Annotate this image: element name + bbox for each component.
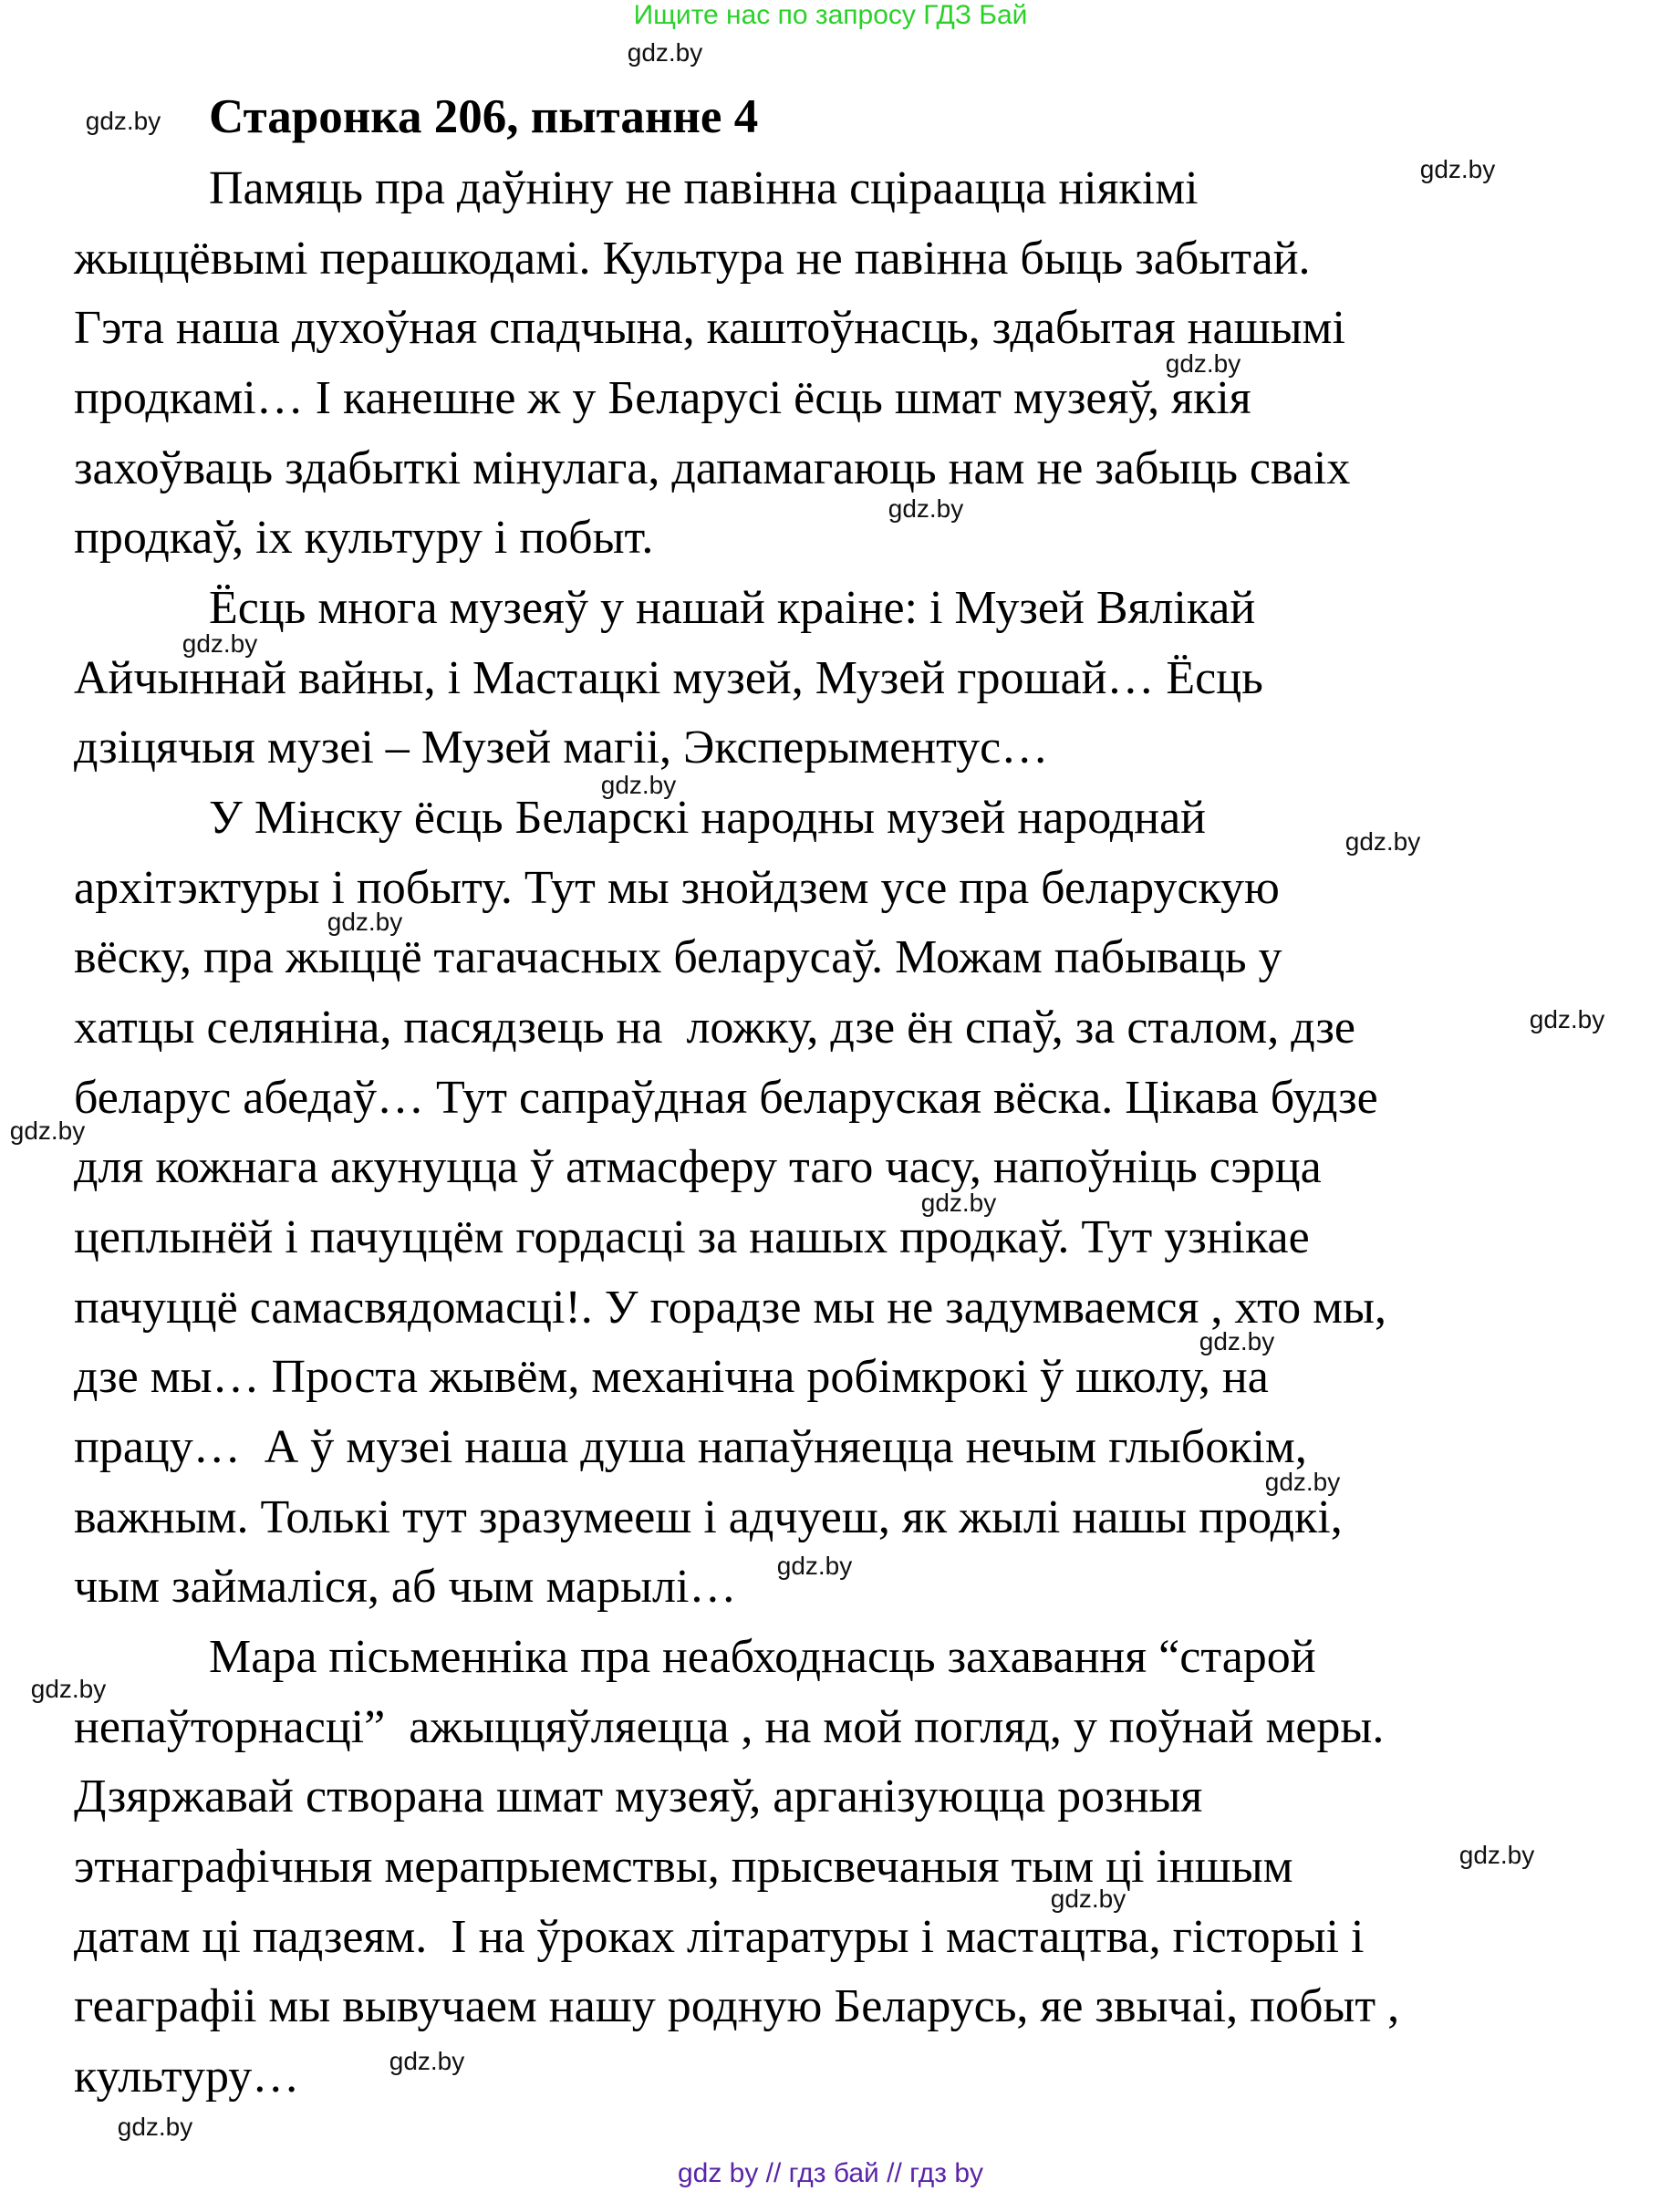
watermark: gdz.by <box>1529 1005 1605 1033</box>
watermark: gdz.by <box>117 2113 193 2141</box>
text-line: беларус абедаў… Тут сапраўдная беларуская вёска. Цікава будзе <box>74 1072 1378 1124</box>
watermark: gdz.by <box>776 1552 853 1580</box>
text-line: непаўторнасці” ажыццяўляецца , на мой погляд, у поўнай меры. <box>74 1701 1385 1753</box>
text-line: жыццёвымі перашкодамі. Культура не павінна быць забытай. <box>74 233 1311 285</box>
watermark: gdz.by <box>327 908 403 936</box>
text-line: важным. Толькі тут зразумееш і адчуеш, як жылі нашы продкі, <box>74 1491 1343 1543</box>
page-title: Старонка 206, пытанне 4 <box>209 90 759 143</box>
text-line: Айчыннай вайны, і Мастацкі музей, Музей грошай… Ёсць <box>74 652 1263 704</box>
text-line: продкамі… І канешне ж у Беларусі ёсць шмат музеяў, якія <box>74 372 1251 424</box>
text-line: Мара пісьменніка пра неабходнасць захавання “старой <box>209 1631 1316 1683</box>
watermark: gdz.by <box>182 629 258 658</box>
watermark: gdz.by <box>1199 1327 1275 1355</box>
text-line: геаграфіі мы вывучаем нашу родную Беларусь, яе звычаі, побыт , <box>74 1980 1400 2032</box>
watermark: gdz.by <box>600 771 677 799</box>
watermark: gdz.by <box>85 107 161 135</box>
watermark: gdz.by <box>888 494 964 523</box>
text-line: цеплынёй і пачуццём гордасці за нашых продкаў. Тут узнікае <box>74 1211 1310 1263</box>
watermark: gdz.by <box>30 1675 107 1703</box>
watermark: gdz.by <box>1050 1885 1126 1913</box>
text-line: дзіцячыя музеі – Музей магіі, Эксперыментус… <box>74 722 1049 774</box>
text-line: для кожнага акунуцца ў атмасферу таго часу, напоўніць сэрца <box>74 1141 1322 1193</box>
text-line: Гэта наша духоўная спадчына, каштоўнасць, здабытая нашымі <box>74 302 1345 354</box>
text-line: чым займаліся, аб чым марылі… <box>74 1561 737 1613</box>
watermark: gdz.by <box>1459 1841 1535 1869</box>
text-line: датам ці падзеям. І на ўроках літаратуры і мастацтва, гісторыі і <box>74 1911 1365 1963</box>
text-line: Дзяржавай створана шмат музеяў, арганізуюцца розныя <box>74 1771 1203 1823</box>
text-line: культуру… <box>74 2051 300 2103</box>
footer-links[interactable]: gdz by // гдз бай // гдз by <box>677 2158 984 2188</box>
text-line: пачуццё самасвядомасці!. У горадзе мы не задумваемся , хто мы, <box>74 1282 1386 1334</box>
watermark: gdz.by <box>1344 827 1421 856</box>
text-line: Ёсць многа музеяў у нашай краіне: і Музей Вялікай <box>209 582 1256 634</box>
text-line: працу… А ў музеі наша душа напаўняецца нечым глыбокім, <box>74 1421 1307 1473</box>
text-line: вёску, пра жыццё тагачасных беларусаў. Можам пабываць у <box>74 931 1282 983</box>
text-line: архітэктуры і побыту. Тут мы знойдзем усе пра беларускую <box>74 862 1280 914</box>
watermark: gdz.by <box>1419 155 1496 183</box>
watermark: gdz.by <box>1165 349 1241 378</box>
text-line: У Мінску ёсць Беларскі народны музей народнай <box>209 792 1206 844</box>
watermark: gdz.by <box>920 1189 997 1217</box>
watermark: gdz.by <box>9 1116 86 1145</box>
text-line: продкаў, іх культуру і побыт. <box>74 512 654 564</box>
watermark: gdz.by <box>627 38 703 67</box>
text-line: Памяць пра даўніну не павінна сціраацца ніякімі <box>209 162 1199 214</box>
text-line: захоўваць здабыткі мінулага, дапамагаюць нам не забыць сваіх <box>74 442 1351 494</box>
watermark: gdz.by <box>389 2047 465 2075</box>
text-line: этнаграфічныя мерапрыемствы, прысвечаныя тым ці іншым <box>74 1841 1293 1893</box>
search-hint-banner: Ищите нас по запросу ГДЗ Бай <box>633 0 1028 30</box>
watermark: gdz.by <box>1264 1468 1341 1496</box>
text-line: дзе мы… Проста жывём, механічна робімкрокі ў школу, на <box>74 1351 1269 1403</box>
text-line: хатцы селяніна, пасядзець на ложку, дзе ён спаў, за сталом, дзе <box>74 1002 1355 1054</box>
